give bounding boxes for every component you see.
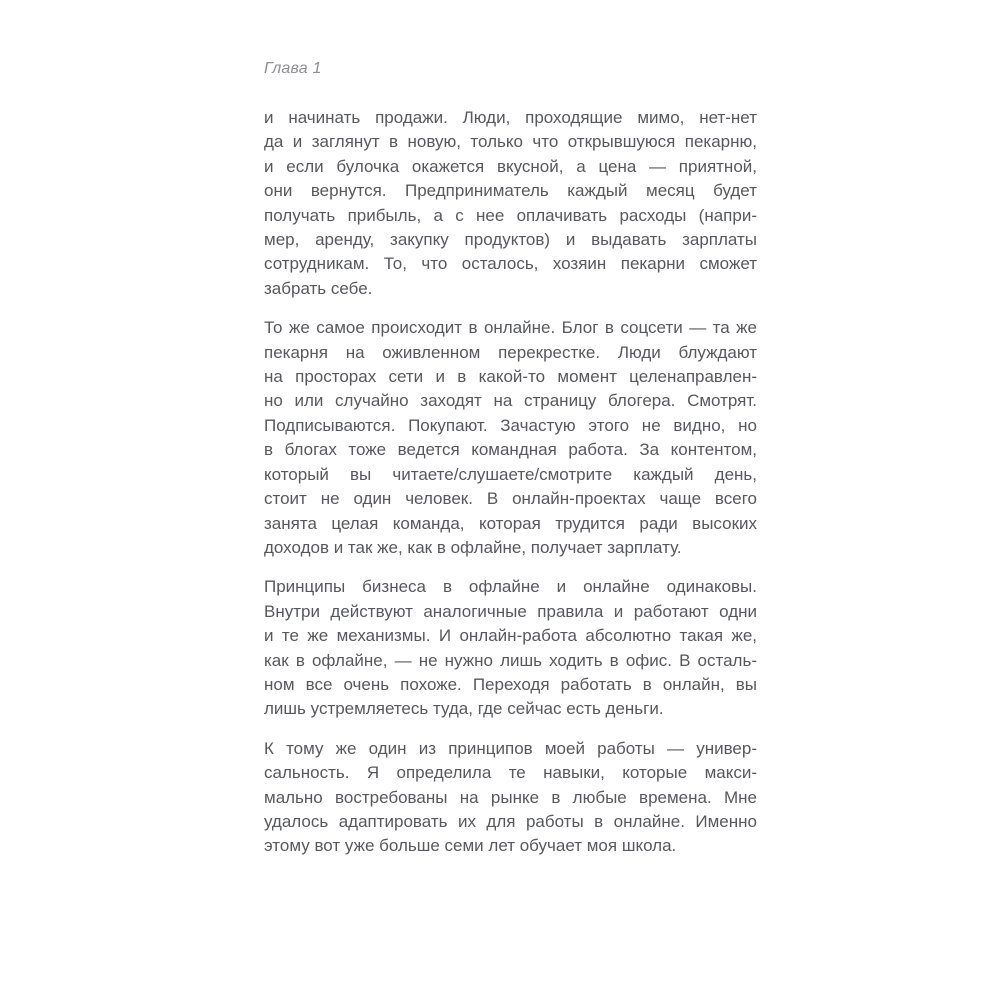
text-line: Внутри действуют аналогичные правила и работают одни [264, 601, 757, 621]
text-line: в блогах тоже ведется командная работа. За контентом, [264, 440, 757, 460]
text-line: и те же механизмы. И онлайн-работа абсолютно такая же, [264, 626, 757, 646]
paragraph [264, 106, 757, 301]
text-line: ном все очень похоже. Переходя работать в онлайн, вы [264, 674, 757, 694]
paragraph [264, 316, 757, 560]
text-line: который вы читаете/слушаете/смотрите каждый день, [264, 464, 757, 484]
paragraph [264, 575, 757, 721]
text-line: удалось адаптировать их для работы в онлайне. Именно [264, 811, 757, 831]
text-line: и начинать продажи. Люди, проходящие мимо, нет-нет [264, 108, 757, 127]
text-line: сальность. Я определила те навыки, которые макси- [264, 763, 757, 783]
text-line: пекарня на оживленном перекрестке. Люди блуждают [264, 342, 757, 362]
text-line: доходов и так же, как в офлайне, получает зарплату. [264, 537, 682, 557]
text-line: как в офлайне, — не нужно лишь ходить в офис. В осталь- [264, 650, 757, 670]
text-line: на просторах сети и в какой-то момент целенаправлен- [264, 367, 757, 387]
text-line: Принципы бизнеса в офлайне и онлайне одинаковы. [264, 577, 757, 597]
text-body [264, 106, 757, 874]
text-line: К тому же один из принципов моей работы — универ- [264, 738, 757, 758]
text-line: занята целая команда, которая трудится ради высоких [264, 513, 757, 533]
text-line: но или случайно заходят на страницу блогера. Смотрят. [264, 391, 757, 411]
text-line: да и заглянут в новую, только что открывшуюся пекарню, [264, 132, 757, 152]
paragraph [264, 737, 757, 859]
text-line: сотрудникам. То, что осталось, хозяин пекарни сможет [264, 254, 757, 274]
text-line: мально востребованы на рынке в любые времена. Мне [264, 787, 757, 807]
text-line: и если булочка окажется вкусной, а цена — приятной, [264, 156, 757, 176]
text-line: мер, аренду, закупку продуктов) и выдавать зарплаты [264, 230, 757, 250]
text-line: этому вот уже больше семи лет обучает моя школа. [264, 836, 677, 856]
text-line: получать прибыль, а с нее оплачивать расходы (напри- [264, 205, 757, 225]
text-line: Подписываются. Покупают. Зачастую этого не видно, но [264, 415, 757, 435]
text-line: они вернутся. Предприниматель каждый месяц будет [264, 181, 757, 201]
text-line: стоит не один человек. В онлайн-проектах чаще всего [264, 489, 757, 509]
chapter-running-header: Глава 1 [264, 60, 322, 77]
text-line: То же самое происходит в онлайне. Блог в соцсети — та же [264, 318, 757, 338]
text-line: забрать себе. [264, 278, 373, 298]
text-line: лишь устремляетесь туда, где сейчас есть деньги. [264, 699, 664, 719]
